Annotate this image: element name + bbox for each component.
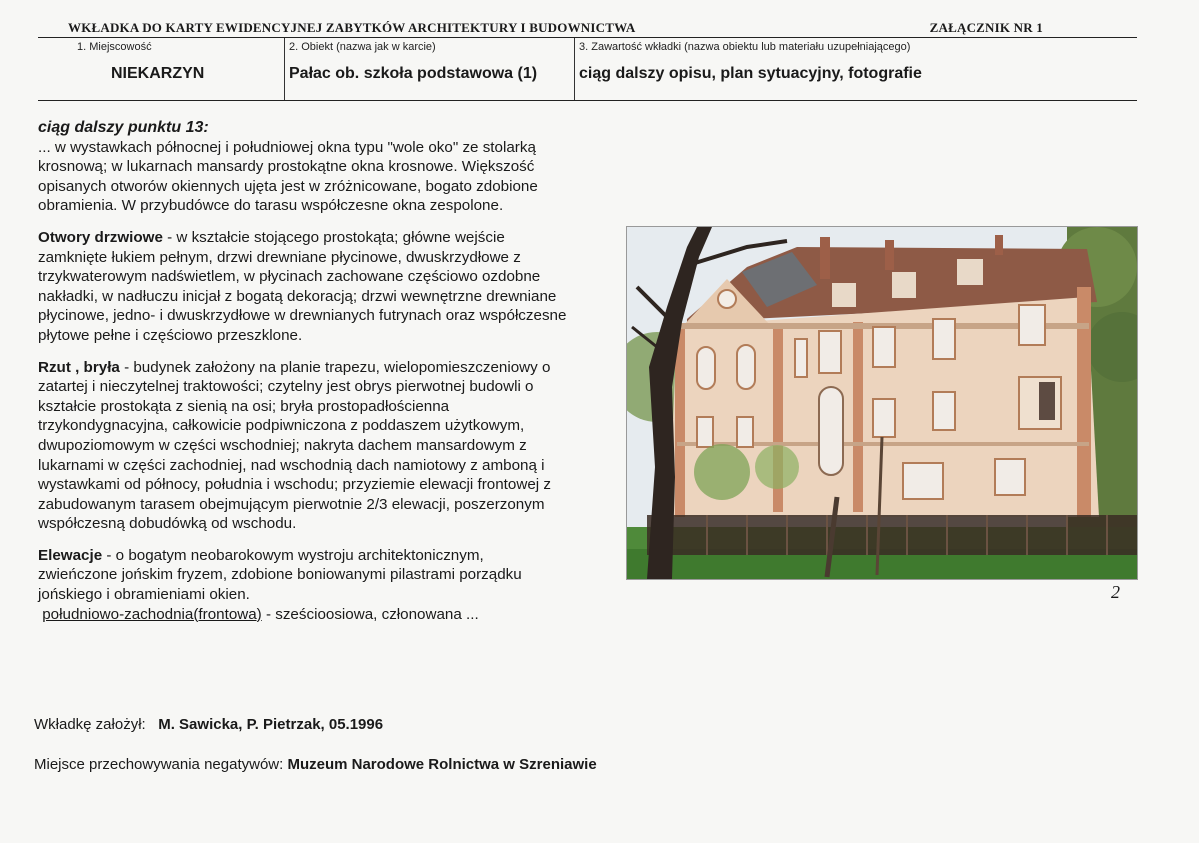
doors-text: - w kształcie stojącego prostokąta; główne wejście zamknięte łukiem pełnym, drzwi drewniane płycinowe, dwuskrzydłowe z trzykwaterowym nadświetlem, w płycinach zachowane częściowo ozdobne nakładki, w nadłuczu inicjał z bogatą dekoracją; drzwi wewnętrzne drewniane płycinowe, jedno- i dwuskrzydłowe w drewnianych futrynach oraz współczesne płytowe pełne i częściowo przeszklone. bbox=[38, 228, 567, 344]
elevations-label: Elewacje bbox=[38, 546, 103, 564]
meta-cell-contents bbox=[574, 38, 1138, 100]
description-body bbox=[38, 118, 598, 636]
author-label: Wkładkę założył: bbox=[34, 716, 146, 733]
paragraph-doors bbox=[38, 228, 570, 346]
meta-table bbox=[38, 37, 1137, 101]
palace-photo-image bbox=[627, 227, 1137, 579]
storage-line bbox=[34, 756, 597, 773]
meta-cell-locality bbox=[38, 38, 284, 100]
author-value: M. Sawicka, P. Pietrzak, 05.1996 bbox=[158, 716, 384, 733]
storage-value: Muzeum Narodowe Rolnictwa w Szreniawie bbox=[287, 756, 597, 773]
photo-number: 2 bbox=[1111, 582, 1120, 602]
elevation-front-text: - sześcioosiowa, członowana ... bbox=[261, 605, 479, 623]
object-label: 2. Obiekt (nazwa jak w karcie) bbox=[289, 41, 436, 53]
meta-cell-object bbox=[284, 38, 575, 100]
storage-label: Miejsce przechowywania negatywów: bbox=[34, 756, 284, 773]
document-header bbox=[68, 18, 1043, 38]
paragraph-windows: ... w wystawkach północnej i południowej okna typu "wole oko" ze stolarką krosnową; w lukarnach mansardy prostokątne okna krosnowe. Większość opisanych otworów okiennych ujęta jest w zróżnicowane, bogato zdobione obramienia. W przybudówce do tarasu współczesne okna zespolone. bbox=[38, 138, 538, 215]
locality-value: NIEKARZYN bbox=[111, 65, 205, 82]
palace-photograph bbox=[626, 226, 1138, 580]
plan-text: - budynek założony na planie trapezu, wielopomieszczeniowy o zatartej i nieczytelnej traktowości; czytelny jest obrys pierwotnej budowli o kształcie prostokąta z sienią na osi; bryła prostopadłościenna trzykondygnacyjna, całkowicie podpiwniczona z poddaszem użytkowym, dwupoziomowym w części wschodniej; nakryta dachem mansardowym z lukarnami w części zachodniej, nad wschodnią dach namiotowy z amboną i wystawkami od północy, południa i wschodu; przyziemie elewacji frontowej z zabudowanym tarasem obejmującym pierwotnie 2/3 elewacji, poszerzonym współczesną dobudówką od wschodu. bbox=[38, 358, 551, 533]
annex-label: ZAŁĄCZNIK NR 1 bbox=[929, 20, 1043, 35]
document-title: WKŁADKA DO KARTY EWIDENCYJNEJ ZABYTKÓW ARCHITEKTURY I BUDOWNICTWA bbox=[68, 20, 636, 35]
doors-label: Otwory drzwiowe bbox=[38, 228, 163, 246]
paragraph-plan bbox=[38, 358, 570, 534]
contents-label: 3. Zawartość wkładki (nazwa obiektu lub materiału uzupełniającego) bbox=[579, 41, 911, 53]
author-line bbox=[34, 716, 383, 733]
section-heading: ciąg dalszy punktu 13: bbox=[38, 119, 209, 136]
locality-label: 1. Miejscowość bbox=[77, 41, 152, 53]
plan-label: Rzut , bryła bbox=[38, 358, 120, 376]
paragraph-elevations bbox=[38, 546, 548, 624]
elevations-text: - o bogatym neobarokowym wystroju architektonicznym, zwieńczone jońskim fryzem, zdobione boniowanymi pilastrami porządku jońskiego i obramieniami okien. bbox=[38, 546, 522, 604]
elevation-front-label: południowo-zachodnia(frontowa) bbox=[42, 605, 262, 623]
object-value: Pałac ob. szkoła podstawowa (1) bbox=[289, 65, 538, 82]
contents-value: ciąg dalszy opisu, plan sytuacyjny, fotografie bbox=[579, 65, 922, 82]
